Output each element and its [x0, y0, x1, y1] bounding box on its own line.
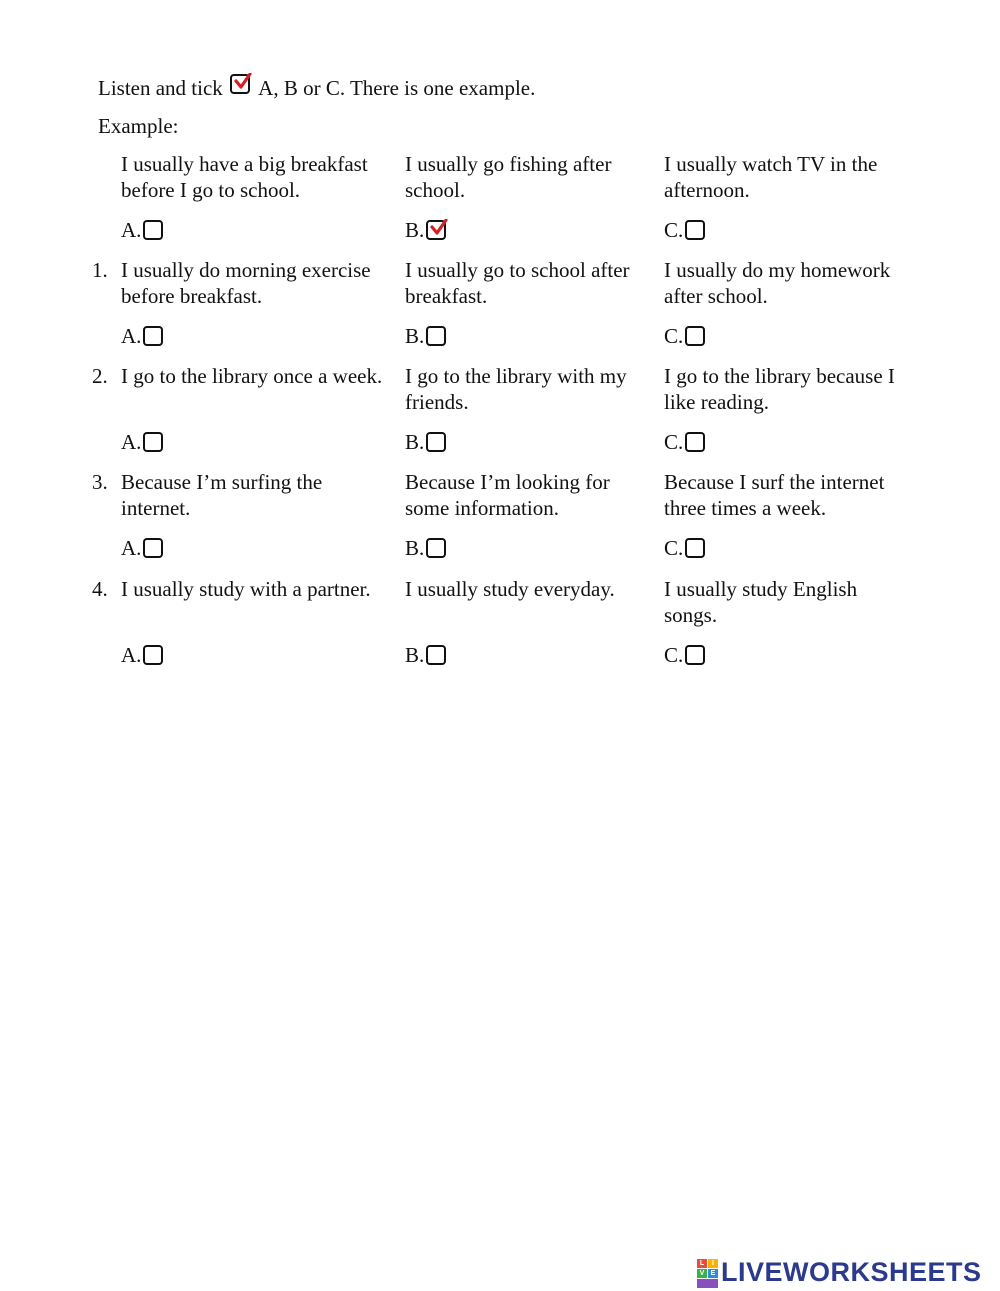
answer-letter: A. — [121, 430, 142, 454]
answer-choice — [405, 531, 446, 561]
checkbox-icon-checked[interactable] — [426, 220, 446, 240]
checkbox-icon[interactable] — [143, 326, 163, 346]
option-text — [664, 363, 914, 415]
checkbox-icon[interactable] — [685, 645, 705, 665]
answer-letter: A. — [121, 218, 142, 242]
option-text-line: I go to the library with my — [405, 364, 627, 388]
answer-choice — [121, 319, 163, 349]
option-text-line: I usually do my homework — [664, 258, 891, 282]
question-number: 3. — [92, 470, 108, 494]
option-text — [405, 257, 655, 309]
checkmark-icon — [429, 219, 449, 237]
instruction-text-before: Listen and tick — [98, 76, 223, 100]
question-number: 4. — [92, 577, 108, 601]
option-text-line: breakfast. — [405, 284, 488, 308]
option-text-line: Because I surf the internet — [664, 470, 885, 494]
answer-choice — [664, 213, 705, 243]
option-text-line: friends. — [405, 390, 469, 414]
option-text — [121, 151, 371, 203]
option-text — [405, 576, 655, 602]
option-text-line: I usually study everyday. — [405, 577, 615, 601]
checkbox-icon[interactable] — [685, 432, 705, 452]
option-text-line: I go to the library once a week. — [121, 364, 383, 388]
answer-choice — [664, 319, 705, 349]
option-text-line: Because I’m looking for — [405, 470, 610, 494]
option-text — [121, 257, 371, 309]
option-text-line: before breakfast. — [121, 284, 263, 308]
answer-letter: B. — [405, 536, 425, 560]
question-number: 2. — [92, 364, 108, 388]
checked-checkbox-icon — [228, 74, 252, 98]
option-text-line: some information. — [405, 496, 559, 520]
answer-choice — [121, 531, 163, 561]
checkbox-icon[interactable] — [143, 538, 163, 558]
instruction-text-after: A, B or C. There is one example. — [258, 76, 536, 100]
answer-letter: C. — [664, 324, 684, 348]
answer-choice — [121, 213, 163, 243]
option-text-line: I usually study with a partner. — [121, 577, 371, 601]
checkbox-icon[interactable] — [143, 432, 163, 452]
logo-mark-letter: V — [697, 1269, 707, 1278]
option-text-line: like reading. — [664, 390, 769, 414]
answer-letter: B. — [405, 643, 425, 667]
option-text — [664, 576, 914, 628]
option-text-line: I usually watch TV in the — [664, 152, 878, 176]
option-text-line: I usually have a big breakfast — [121, 152, 368, 176]
answer-letter: C. — [664, 430, 684, 454]
answer-letter: A. — [121, 536, 142, 560]
option-text-line: three times a week. — [664, 496, 827, 520]
checkbox-icon[interactable] — [143, 645, 163, 665]
option-text — [405, 151, 655, 203]
logo-mark-letter: L — [697, 1259, 707, 1268]
option-text-line: internet. — [121, 496, 191, 520]
instruction — [98, 74, 535, 101]
answer-letter: C. — [664, 643, 684, 667]
checkbox-icon[interactable] — [685, 326, 705, 346]
answer-choice — [664, 531, 705, 561]
logo-mark-letter: I — [708, 1259, 718, 1268]
answer-letter: C. — [664, 218, 684, 242]
checkbox-icon[interactable] — [426, 538, 446, 558]
answer-choice — [405, 213, 446, 243]
option-text — [405, 363, 655, 415]
answer-choice — [121, 638, 163, 668]
answer-choice — [405, 638, 446, 668]
option-text-line: before I go to school. — [121, 178, 301, 202]
answer-choice — [405, 425, 446, 455]
option-text-line: I usually do morning exercise — [121, 258, 371, 282]
checkbox-icon[interactable] — [143, 220, 163, 240]
option-text-line: school. — [405, 178, 466, 202]
logo-text: LIVEWORKSHEETS — [721, 1256, 982, 1287]
answer-choice — [664, 638, 705, 668]
example-label: Example: — [98, 114, 179, 138]
option-text-line: after school. — [664, 284, 768, 308]
option-text-line: I usually study English — [664, 577, 858, 601]
answer-letter: B. — [405, 218, 425, 242]
option-text — [121, 363, 383, 389]
answer-letter: A. — [121, 324, 142, 348]
option-text-line: songs. — [664, 603, 718, 627]
answer-choice — [405, 319, 446, 349]
answer-choice — [121, 425, 163, 455]
checkbox-icon[interactable] — [685, 220, 705, 240]
answer-letter: B. — [405, 430, 425, 454]
option-text — [121, 469, 371, 521]
liveworksheets-logo-icon — [697, 1258, 719, 1286]
option-text-line: afternoon. — [664, 178, 750, 202]
checkmark-icon — [233, 73, 253, 91]
logo-mark-letter: E — [708, 1269, 718, 1278]
option-text — [664, 257, 914, 309]
option-text — [664, 151, 914, 203]
option-text — [121, 576, 371, 602]
checkbox-icon[interactable] — [426, 432, 446, 452]
option-text — [405, 469, 655, 521]
checkbox-icon[interactable] — [426, 645, 446, 665]
answer-letter: B. — [405, 324, 425, 348]
question-number: 1. — [92, 258, 108, 282]
option-text-line: I usually go fishing after — [405, 152, 612, 176]
option-text-line: I go to the library because I — [664, 364, 895, 388]
option-text-line: I usually go to school after — [405, 258, 630, 282]
checkbox-icon[interactable] — [685, 538, 705, 558]
liveworksheets-logo — [697, 1255, 982, 1289]
option-text — [664, 469, 914, 521]
answer-letter: C. — [664, 536, 684, 560]
checkbox-icon[interactable] — [426, 326, 446, 346]
option-text-line: Because I’m surfing the — [121, 470, 323, 494]
answer-letter: A. — [121, 643, 142, 667]
answer-choice — [664, 425, 705, 455]
